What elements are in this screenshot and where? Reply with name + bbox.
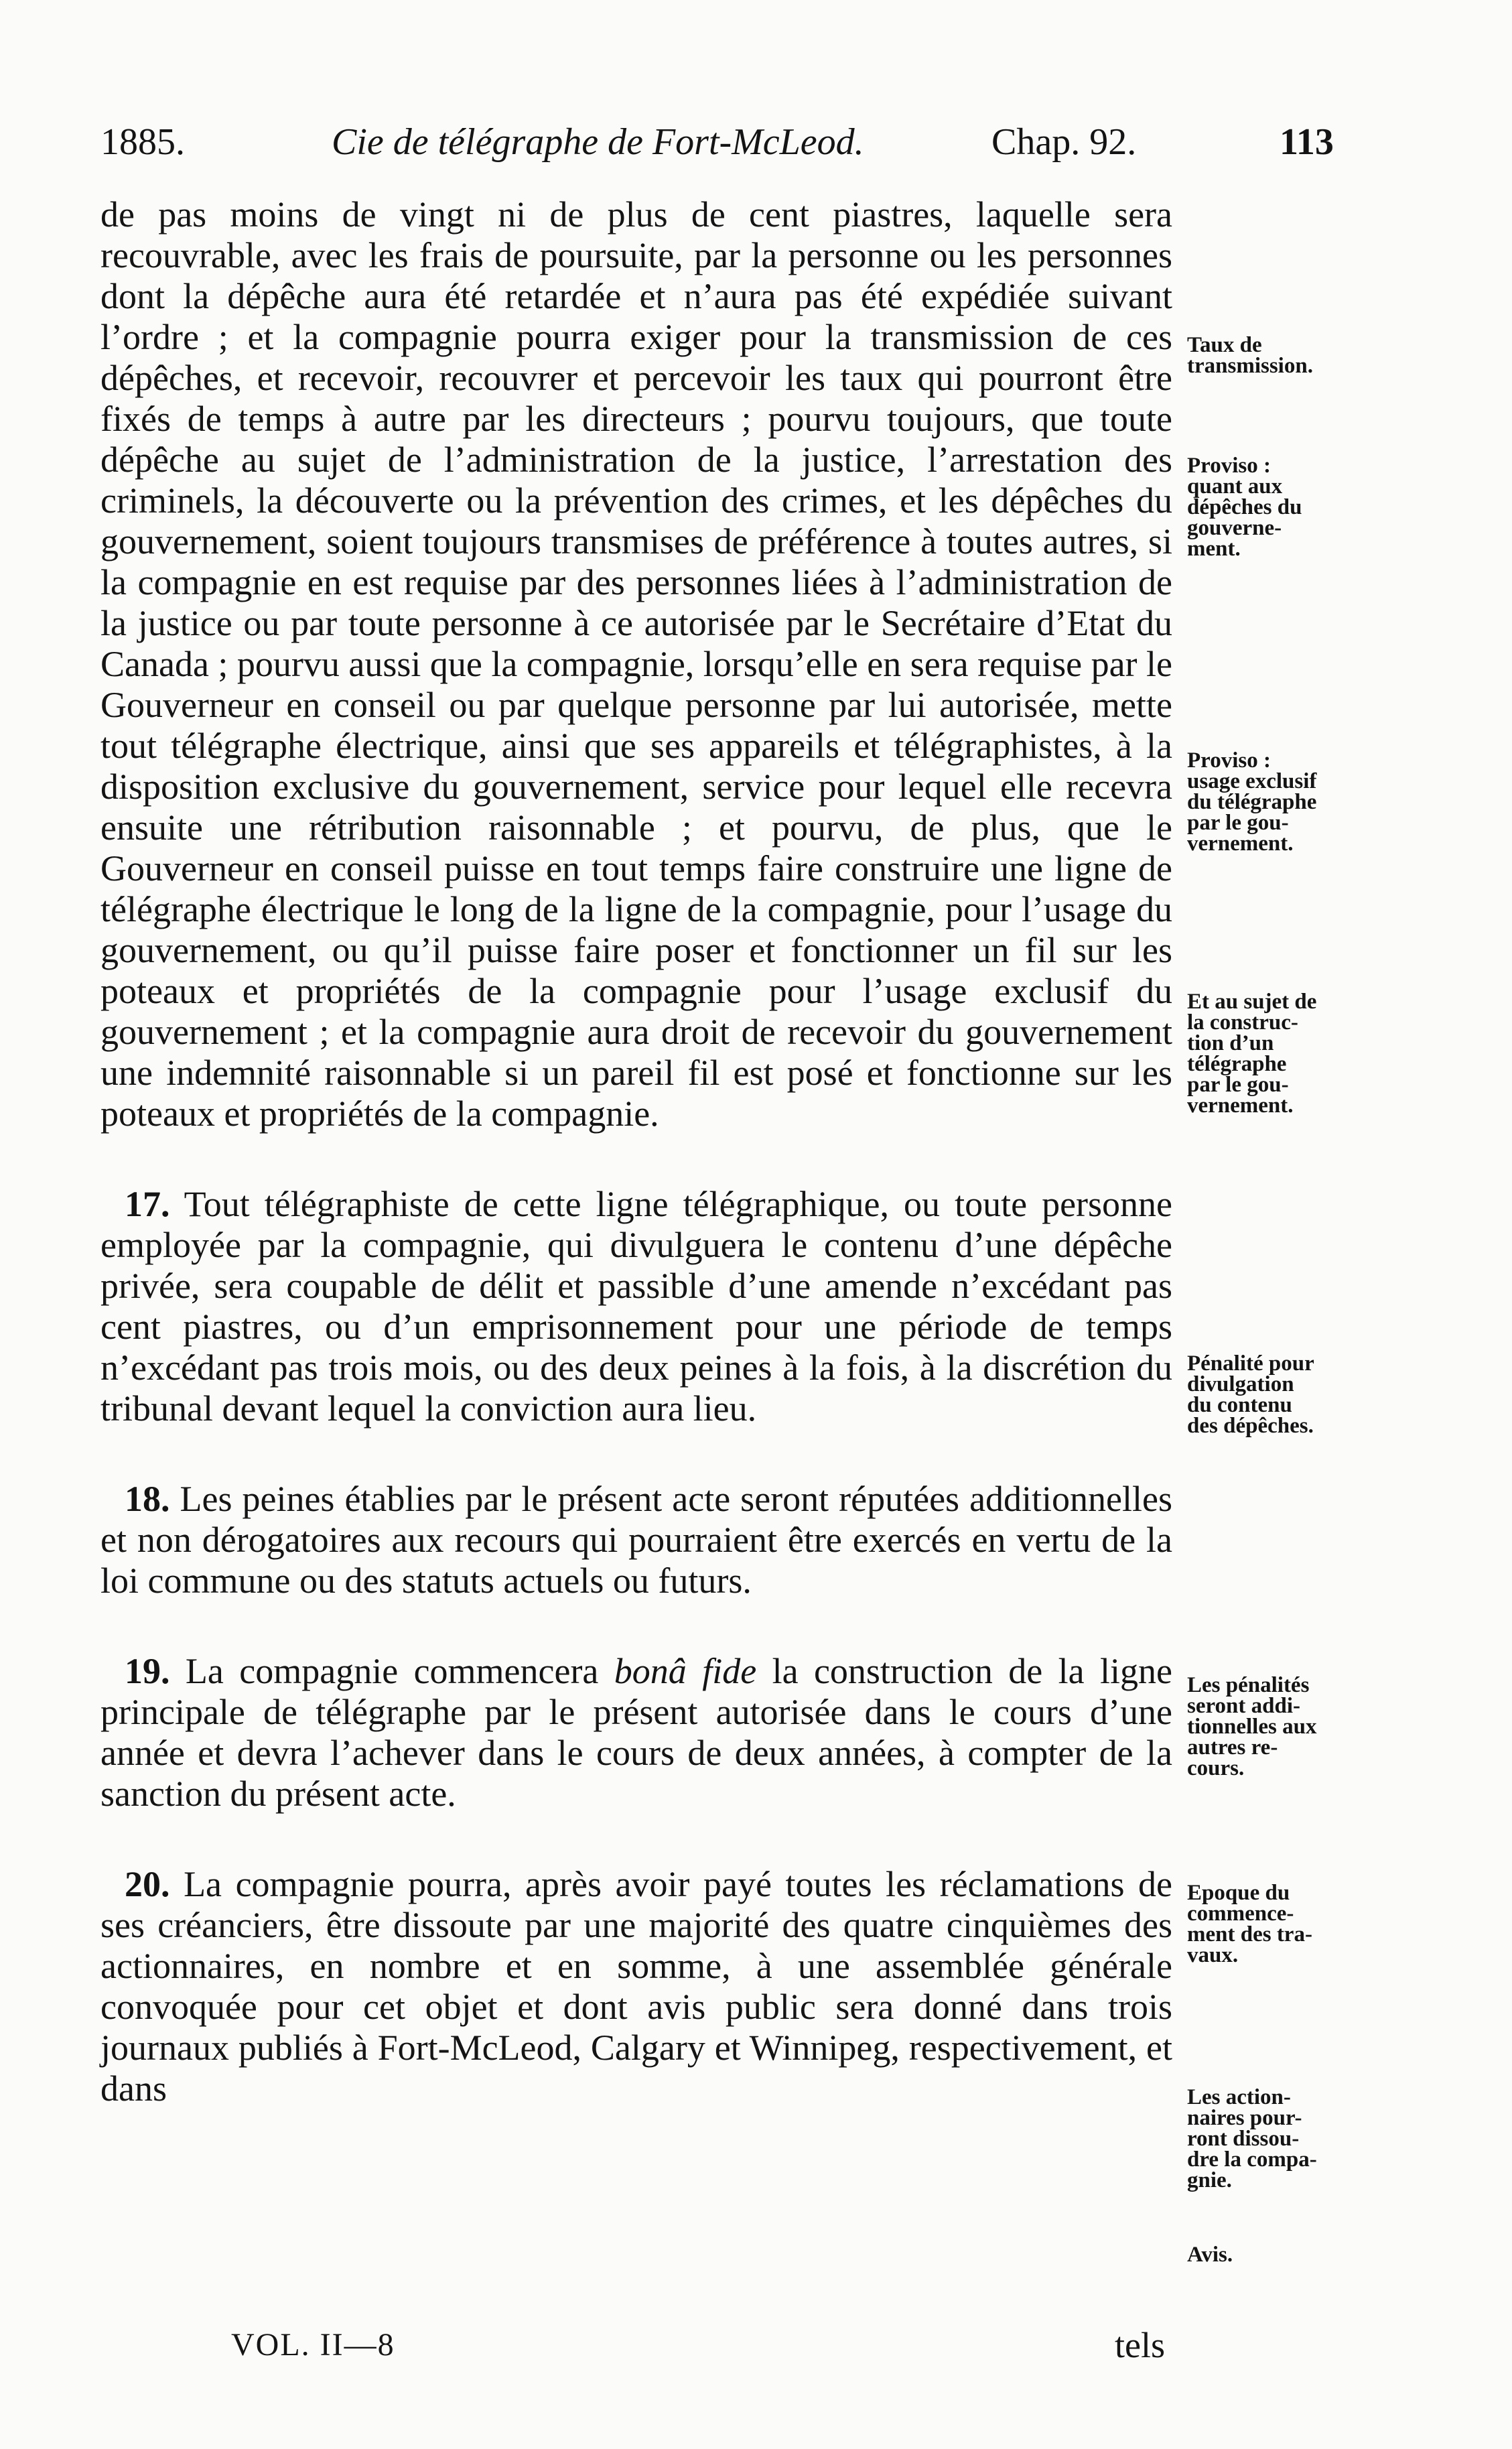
margin-note-taux: Taux de transmission.: [1187, 333, 1313, 378]
margin-note-penalites-additionnelles: Les pénalités seront addi- tionnelles aux autres re- cours.: [1187, 1673, 1317, 1780]
paragraph-text: La compagnie pourra, après avoir payé toutes les réclamations de ses créanciers, être dissoute par une majorité des quatre cinquièmes des actionnaires, en nombre et en somme, à une assemblée générale convoquée pour cet objet et dont avis public sera donné dans trois journaux publiés à Fort-McLeod, Calgary et Winnipeg, respectivement, et dans: [100, 1864, 1173, 2109]
latin-phrase: bonâ fide: [614, 1651, 757, 1691]
paragraph-text-start: La compagnie commencera: [185, 1651, 614, 1691]
header-year: 1885.: [100, 121, 185, 163]
margin-note-proviso-usage: Proviso : usage exclusif du télégraphe par le gou- vernement.: [1187, 748, 1317, 856]
body-text: [100, 194, 1172, 2109]
paragraph-text: Les peines établies par le présent acte seront réputées additionnelles et non dérogatoires aux recours qui pourraient être exercés en vertu de la loi commune ou des statuts actuels ou futurs.: [100, 1479, 1172, 1601]
paragraph-text-end: la construction de la ligne principale de télégraphe par le présent autorisée dans le cours d’une année et devra l’achever dans le cours de deux années, à compter de la sanction du présent acte.: [100, 1651, 1172, 1814]
section-number: 20.: [125, 1864, 170, 1904]
catchword: tels: [1115, 2325, 1165, 2365]
section-17: [100, 1184, 1172, 1429]
margin-note-penalite: Pénalité pour divulgation du contenu des dépêches.: [1187, 1351, 1314, 1438]
margin-note-epoque: Epoque du commence- ment des tra- vaux.: [1187, 1881, 1312, 1967]
section-number: 17.: [125, 1184, 170, 1224]
running-head: [100, 115, 1373, 169]
margin-note-proviso-depeches: Proviso : quant aux dépêches du gouverne- ment.: [1187, 454, 1302, 561]
header-chapter: Chap. 92.: [991, 121, 1137, 163]
paragraph-text: Tout télégraphiste de cette ligne télégraphique, ou toute personne employée par la compagnie, qui divulguera le contenu d’une dépêche privée, sera coupable de délit et passible d’une amende n’excédant pas cent piastres, ou d’un emprisonnement pour une période de temps n’excédant pas trois mois, ou des deux peines à la fois, à la discrétion du tribunal devant lequel la conviction aura lieu.: [100, 1184, 1173, 1429]
paragraph-text: de pas moins de vingt ni de plus de cent piastres, laquelle sera recouvrable, avec les frais de poursuite, par la personne ou les personnes dont la dépêche aura été retardée et n’aura pas été expédiée suivant l’ordre ; et la compagnie pourra exiger pour la transmission de ces dépêches, et recevoir, recouvrer et percevoir les taux qui pourront être fixés de temps à autre par les directeurs ; pourvu toujours, que toute dépêche au sujet de l’administration de la justice, l’arrestation des criminels, la découverte ou la prévention des crimes, et les dépêches du gouvernement, soient toujours transmises de préférence à toutes autres, si la compagnie en est requise par des personnes liées à l’administration de la justice ou par toute personne à ce autorisée par le Secrétaire d’Etat du Canada ; pourvu aussi que la compagnie, lorsqu’elle en sera requise par le Gouverneur en conseil ou par quelque personne par lui autorisée, mette tout télégraphe électrique, ainsi que ses appareils et télégraphistes, à la disposition exclusive du gouvernement, service pour lequel elle recevra ensuite une rétribution raisonnable ; et pourvu, de plus, que le Gouverneur en conseil puisse en tout temps faire construire une ligne de télégraphe électrique le long de la ligne de la compagnie, pour l’usage du gouvernement, ou qu’il puisse faire poser et fonctionner un fil sur les poteaux et propriétés de la compagnie pour l’usage exclusif du gouvernement ; et la compagnie aura droit de recevoir du gouvernement une indemnité raisonnable si un pareil fil est posé et fonctionne sur les poteaux et propriétés de la compagnie.: [100, 194, 1172, 1134]
header-title: Cie de télégraphe de Fort-McLeod.: [332, 121, 864, 163]
paragraph-continuation: [100, 194, 1172, 1134]
margin-note-construction: Et au sujet de la construc- tion d’un télégraphe par le gou- vernement.: [1187, 990, 1317, 1118]
section-19: [100, 1651, 1172, 1814]
page-number: 113: [1280, 121, 1334, 163]
section-20: [100, 1864, 1172, 2109]
margin-note-dissolution: Les action- naires pour- ront dissou- dre la compa- gnie.: [1187, 2085, 1317, 2192]
section-18: [100, 1479, 1172, 1601]
section-number: 18.: [125, 1479, 170, 1519]
margin-note-avis: Avis.: [1187, 2243, 1233, 2267]
section-number: 19.: [125, 1651, 170, 1691]
volume-signature: VOL. II—8: [231, 2327, 395, 2363]
